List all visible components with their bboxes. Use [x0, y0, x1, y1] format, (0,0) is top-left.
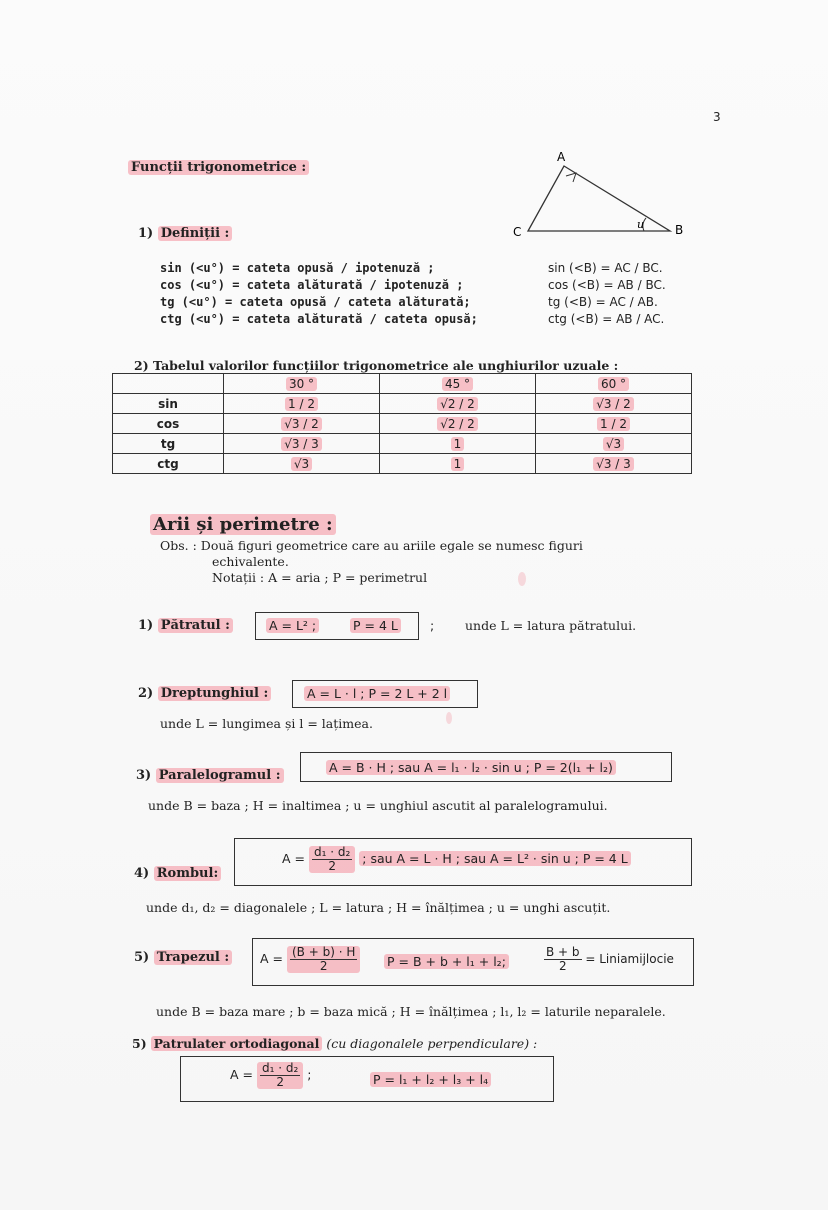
- obs-line-2: echivalente.: [212, 554, 289, 569]
- section-title-areas: Arii și perimetre :: [150, 514, 336, 535]
- definition-tg: tg (<u°) = cateta opusă / cateta alăturată;: [160, 295, 471, 309]
- vertex-label-b: B: [675, 223, 684, 237]
- definitions-heading-label: Definiții :: [158, 226, 233, 241]
- table-header-30: 30 °: [224, 374, 380, 394]
- table-header-row: [113, 374, 692, 394]
- row-label-cos: cos: [113, 414, 224, 434]
- table-row: [113, 414, 692, 434]
- right-def-ctg: ctg (<B) = AB / AC.: [548, 312, 665, 326]
- definitions-list: [160, 260, 478, 328]
- parallelogram-note: unde B = baza ; H = inaltimea ; u = unghiul ascutit al paralelogramului.: [148, 798, 608, 813]
- table-cell: √3 / 3: [536, 454, 692, 474]
- definition-ctg: ctg (<u°) = cateta alăturată / cateta opusă;: [160, 312, 478, 326]
- square-label: 1) Pătratul :: [138, 618, 233, 633]
- square-perimeter: P = 4 L: [350, 618, 401, 633]
- definitions-heading-num: 1): [138, 226, 154, 241]
- ink-stain: [446, 712, 452, 724]
- definitions-heading: [138, 226, 232, 241]
- right-def-tg: tg (<B) = AC / AB.: [548, 295, 658, 309]
- square-area: A = L² ;: [266, 618, 319, 633]
- table-cell: √3 / 2: [224, 414, 380, 434]
- rectangle-note: unde L = lungimea și l = lațimea.: [160, 716, 373, 731]
- row-label-ctg: ctg: [113, 454, 224, 474]
- definition-sin: sin (<u°) = cateta opusă / ipotenuză ;: [160, 261, 435, 275]
- parallelogram-formula: A = B · H ; sau A = l₁ · l₂ · sin u ; P = 2(l₁ + l₂): [326, 760, 616, 775]
- table-cell: √3: [536, 434, 692, 454]
- rectangle-label: 2) Dreptunghiul :: [138, 686, 271, 701]
- table-cell: √3 / 2: [536, 394, 692, 414]
- trig-values-table: [112, 373, 692, 474]
- table-corner: [113, 374, 224, 394]
- table-cell: 1 / 2: [536, 414, 692, 434]
- table-header-45: 45 °: [380, 374, 536, 394]
- page-number: 3: [713, 110, 721, 124]
- right-definitions: [548, 260, 666, 328]
- table-cell: √3: [224, 454, 380, 474]
- rhombus-formula: A = $\frac{\text{d₁ · d₂}}{2}$ ; sau A = L · H ; sau A = L² · sin u ; P = 4 L: [282, 846, 631, 873]
- table-header-60: 60 °: [536, 374, 692, 394]
- orthodiagonal-label: 5) Patrulater ortodiagonal (cu diagonalele perpendiculare) :: [132, 1036, 538, 1051]
- vertex-label-c: C: [513, 225, 522, 239]
- square-separator: ;: [430, 618, 435, 633]
- trapezoid-midline: $\frac{B + b}{2}$ = Liniamijlocie: [546, 945, 674, 973]
- parallelogram-label: 3) Paralelogramul :: [136, 768, 284, 783]
- table-cell: √3 / 3: [224, 434, 380, 454]
- right-def-cos: cos (<B) = AB / BC.: [548, 278, 666, 292]
- trapezoid-note: unde B = baza mare ; b = baza mică ; H = înălțimea ; l₁, l₂ = laturile neparalele.: [156, 1004, 666, 1019]
- table-cell: 1: [380, 454, 536, 474]
- right-def-sin: sin (<B) = AC / BC.: [548, 261, 663, 275]
- square-note: unde L = latura pătratului.: [465, 618, 637, 633]
- table-row: [113, 434, 692, 454]
- table-cell: 1 / 2: [224, 394, 380, 414]
- table-cell: √2 / 2: [380, 414, 536, 434]
- table-cell: 1: [380, 434, 536, 454]
- notations-line: Notații : A = aria ; P = perimetrul: [212, 570, 428, 585]
- rhombus-note: unde d₁, d₂ = diagonalele ; L = latura ; H = înălțimea ; u = unghi ascuțit.: [146, 900, 611, 915]
- obs-line: Obs. : Două figuri geometrice care au ariile egale se numesc figuri: [160, 538, 583, 553]
- orthodiagonal-perimeter: P = l₁ + l₂ + l₃ + l₄: [370, 1072, 491, 1087]
- trapezoid-perimeter: P = B + b + l₁ + l₂;: [384, 954, 509, 969]
- table-heading: 2) Tabelul valorilor funcțiilor trigonometrice ale unghiurilor uzuale :: [134, 358, 619, 373]
- table-row: [113, 454, 692, 474]
- ink-stain: [518, 572, 526, 586]
- row-label-sin: sin: [113, 394, 224, 414]
- angle-label-u: u: [637, 218, 645, 231]
- right-triangle-figure: [510, 148, 710, 243]
- trapezoid-label: 5) Trapezul :: [134, 950, 232, 965]
- definition-cos: cos (<u°) = cateta alăturată / ipotenuză ;: [160, 278, 464, 292]
- orthodiagonal-area: A = $\frac{\text{d₁ · d₂}}{2}$ ;: [230, 1061, 312, 1089]
- section-title-trig: Funcții trigonometrice :: [128, 160, 309, 175]
- rhombus-label: 4) Rombul:: [134, 866, 221, 881]
- rectangle-formula: A = L · l ; P = 2 L + 2 l: [304, 686, 450, 701]
- table-row: [113, 394, 692, 414]
- row-label-tg: tg: [113, 434, 224, 454]
- vertex-label-a: A: [557, 150, 566, 164]
- trapezoid-area: A = $\frac{(B + b) \cdot H}{2}$: [260, 946, 360, 973]
- table-cell: √2 / 2: [380, 394, 536, 414]
